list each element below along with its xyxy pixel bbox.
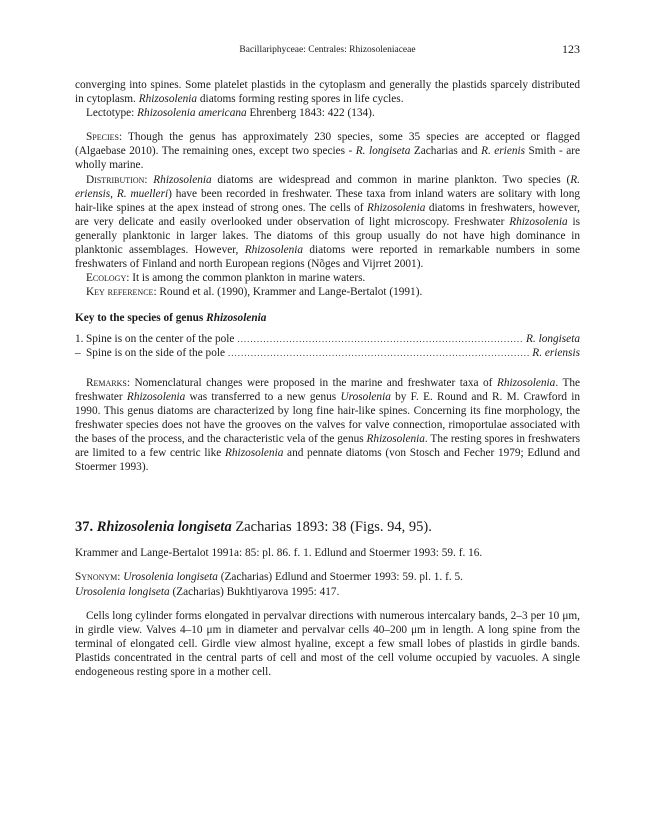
remarks-text-3: was transferred to a new genus [185,390,341,403]
distribution-species-1: R. eriensis [75,173,580,200]
remarks-text-6: and pennate diatoms (von Stosch and Fecher 1979; Edlund and Stoermer 1993). [75,447,580,474]
remarks-paragraph [75,376,580,475]
intro-genus: Rhizosolenia [138,93,198,106]
key-row [75,346,580,360]
key-reference-text: : Round et al. (1990), Krammer and Lange-Bertalot (1991). [153,286,423,299]
key-row-number: 1. [75,332,84,345]
remarks-genus-1: Rhizosolenia [496,376,556,389]
key-title-text: Key to the species of genus [75,312,207,325]
key-row-text: Spine is on the center of the pole [86,332,235,345]
species-name-b: R. erienis [481,145,526,158]
key-row-result: R. longiseta [526,332,580,345]
ecology-paragraph [75,271,580,285]
lectotype-label: Lectotype: [86,107,138,120]
running-head: Bacillariphyceae: Centrales: Rhizosoleniaceae [239,45,416,55]
key-row [75,332,580,346]
species-text-b: Zacharias and [410,145,482,158]
entry-species-name: Rhizosolenia longiseta [96,519,232,536]
distribution-genus-1: Rhizosolenia [153,173,212,186]
distribution-species-2: R. muelleri [116,187,169,200]
distribution-genus-3: Rhizosolenia [509,215,568,228]
distribution-text-1: : [144,173,154,186]
dot-leader [237,332,523,346]
key-title-genus: Rhizosolenia [206,312,267,325]
synonym-separator: : [117,571,124,584]
synonym-2-name: Urosolenia longiseta [75,585,170,598]
description-paragraph: Cells long cylinder forms elongated in pervalvar directions with numerous intercalary bands, 2–3 per 10 μm, in girdle view. Valves 4–10 μm in diameter and pervalvar cells 40–200 μm in length. A long spine from the terminal of elongated cell. Girdle view almost hyaline, except a few small lobes of plastids in girdle bands. Plastids concentrated in the central parts of cell and most of the cell volume occupied by vacuoles. A single endogeneous resting spore in a mother cell. [75,609,580,678]
remarks-genus-3: Urosolenia [340,390,391,403]
key-reference-paragraph [75,285,580,299]
page-header [75,42,580,58]
synonym-1-citation: (Zacharias) Edlund and Stoermer 1993: 59. pl. 1. f. 5. [217,571,463,584]
synonym-1-name: Urosolenia longiseta [123,571,218,584]
key-row-result: R. eriensis [532,346,580,359]
lectotype-name: Rhizosolenia americana [137,107,247,120]
distribution-text-2: diatoms are widespread and common in marine plankton. Two species ( [211,173,571,186]
species-label: Species [86,131,119,144]
species-text: : Though the genus has approximately 230 species, some 35 species are accepted or flagged (Algaebase 2010). The remaining ones, except two species - [75,131,580,158]
distribution-label: Distribution [86,173,145,186]
species-entry-title [75,518,580,536]
remarks-text-5: . The resting spores in freshwaters are limited to a few centric like [75,433,580,460]
entry-number: 37. [75,519,94,536]
page-number: 123 [562,42,580,56]
species-text-c: Smith - are wholly marine. [75,145,580,172]
synonym-2-citation: (Zacharias) Bukhtiyarova 1995: 417. [169,585,340,598]
distribution-text-7: diatoms were reported in remarkable numbers in some freshwaters of Finland and north European regions (Nõges and Vijrret 2001). [75,244,581,271]
lectotype-line [75,106,580,120]
ecology-text: : It is among the common plankton in marine waters. [126,272,366,285]
intro-paragraph [75,78,580,106]
page-body [75,78,580,679]
distribution-text-6: is generally planktonic in larger lakes. The diatoms of this group usually do not have high dominance in planktonic assemblages. However, [75,215,580,257]
species-paragraph [75,130,580,172]
distribution-text-4: ) have been recorded in freshwater. These taxa from inland waters are solitary with long hair-like spines at the apex instead of strong ones. The cells of [75,187,580,214]
synonym-label: Synonym [75,571,118,584]
entry-references: Krammer and Lange-Bertalot 1991a: 85: pl. 86. f. 1. Edlund and Stoermer 1993: 59. f. 16. [75,547,483,560]
remarks-label: Remarks [86,376,127,389]
ecology-label: Ecology [86,272,127,285]
synonym-paragraph [75,570,580,598]
remarks-text-1: : Nomenclatural changes were proposed in the marine and freshwater taxa of [126,376,497,389]
entry-authority: Zacharias 1893: 38 (Figs. 94, 95). [231,519,432,536]
distribution-paragraph [75,173,580,272]
intro-text-end: diatoms forming resting spores in life cycles. [197,93,404,106]
remarks-genus-2: Rhizosolenia [126,390,186,403]
remarks-text-2: . The freshwater [75,376,581,403]
key-reference-label: Key reference [86,286,154,299]
remarks-text-4: by F. E. Round and R. M. Crawford in 1990. This genus diatoms are characterized by long fine hair-like spines. Concerning its fine morphology, the freshwater species does not have the grooves on the valves for valve connection, rimoportulae associated with the bases of the process, and the characteristic vela of the genus [75,390,581,446]
distribution-text-3: , [110,187,117,200]
distribution-text-5: diatoms in freshwaters, however, are very delicate and easily overlooked under observation of light microscopy. Freshwater [75,201,580,228]
distribution-genus-4: Rhizosolenia [244,244,304,257]
key-row-text: Spine is on the side of the pole [86,346,225,359]
dot-leader [228,346,529,360]
lectotype-citation: Ehrenberg 1843: 422 (134). [246,107,375,120]
remarks-genus-4: Rhizosolenia [366,433,425,446]
distribution-genus-2: Rhizosolenia [366,201,426,214]
key-title [75,311,580,325]
intro-text: converging into spines. Some platelet plastids in the cytoplasm and generally the plastids sparcely distributed in cytoplasm. [75,79,580,106]
species-name-a: R. longiseta [355,145,411,158]
remarks-genus-5: Rhizosolenia [225,447,284,460]
key-row-number: – [75,346,81,359]
